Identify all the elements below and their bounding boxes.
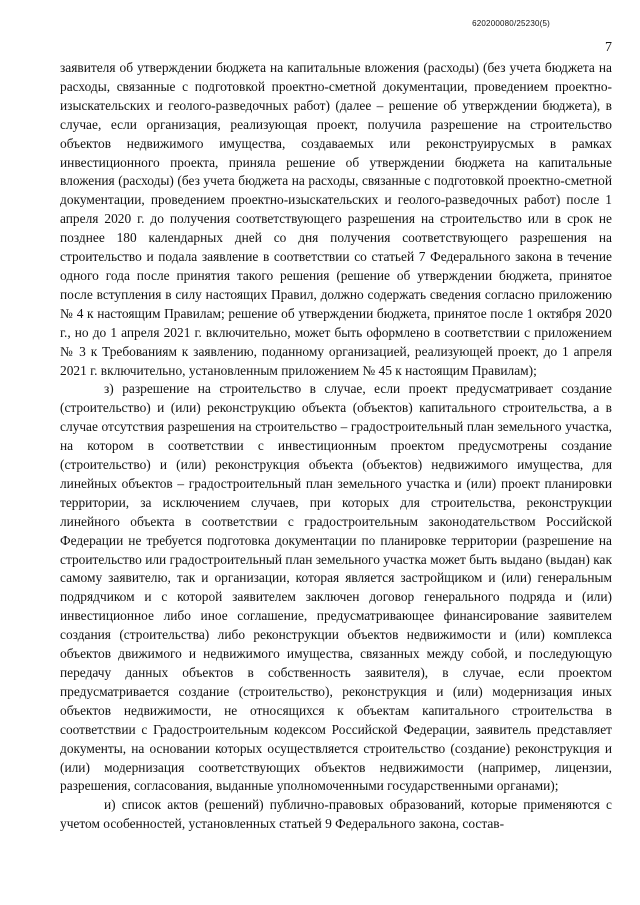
document-id: 620200080/25230(5)	[472, 19, 550, 28]
paragraph-continuation: заявителя об утверждении бюджета на капитальные вложения (расходы) (без учета бюджета на расходы, связанные с подготовкой проектно-сметной документации, проведением проектно-изыскательских и геолого-разведочных работ) (далее – решение об утверждении бюджета), в случае, если организация, реализующая проект, получила разрешение на строительство объектов недвижимого имущества, создаваемых или реконструирусмых в рамках инвестиционного проекта, приняла решение об утверждении бюджета на капитальные вложения (расходы) (без учета бюджета на расходы, связанные с подготовкой проектно-сметной документации, проведением проектно-изыскательских и геолого-разведочных работ) после 1 апреля 2020 г. до получения соответствующего разрешения на строительство или в срок не позднее 180 календарных дней со дня получения соответствующего разрешения на строительство и подала заявление в соответствии со статьей 7 Федерального закона в течение одного года после принятия такого решения (решение об утверждении бюджета, принятое после вступления в силу настоящих Правил, должно содержать сведения согласно приложению № 4 к настоящим Правилам; решение об утверждении бюджета, принятое после 1 октября 2020 г., но до 1 апреля 2021 г. включительно, может быть оформлено в соответствии с приложением № 3 к Требованиям к заявлению, поданному организацией, реализующей проект, до 1 апреля 2021 г. включительно, установленным приложением № 45 к настоящим Правилам);	[60, 60, 612, 378]
document-body	[60, 59, 612, 834]
paragraph-i: и) список актов (решений) публично-правовых образований, которые применяются с учетом особенностей, установленных статьей 9 Федерального закона, состав-	[60, 797, 612, 832]
page-number: 7	[605, 40, 612, 55]
paragraph-z: з) разрешение на строительство в случае, если проект предусматривает создание (строительство) и (или) реконструкцию объекта (объектов) капитального строительства, а в случае отсутствия разрешения на строительство – градостроительный план земельного участка, на котором в соответствии с инвестиционным проектом предусмотрены создание (строительство) и (или) реконструкция объекта (объектов) недвижимого имущества, для линейных объектов – градостроительный план земельного участка и (или) проект планировки территории, за исключением случаев, при которых для строительства, реконструкции линейного объекта в соответствии с градостроительным законодательством Российской Федерации не требуется подготовка документации по планировке территории (разрешение на строительство или градостроительный план земельного участка может быть выдано (выдан) как самому заявителю, так и организации, которая является застройщиком и (или) генеральным подрядчиком и с которой заявителем заключен договор генерального подряда и (или) инвестиционное либо иное соглашение, предусматривающее финансирование заявителем создания (строительства) либо реконструкции объектов недвижимости и (или) комплекса объектов движимого и недвижимого имущества, связанных между собой, и последующую передачу данных объектов в собственность заявителя), в случае, если проектом предусматривается создание (строительство), реконструкция и (или) модернизация иных объектов недвижимости, не относящихся к объектам капитального строительства в соответствии с Градостроительным кодексом Российской Федерации, заявитель представляет документы, на основании которых осуществляется строительство (создание) реконструкция и (или) модернизация соответствующих объектов недвижимости (например, лицензии, разрешения, согласования, выданные уполномоченными государственными органами);	[60, 381, 612, 794]
